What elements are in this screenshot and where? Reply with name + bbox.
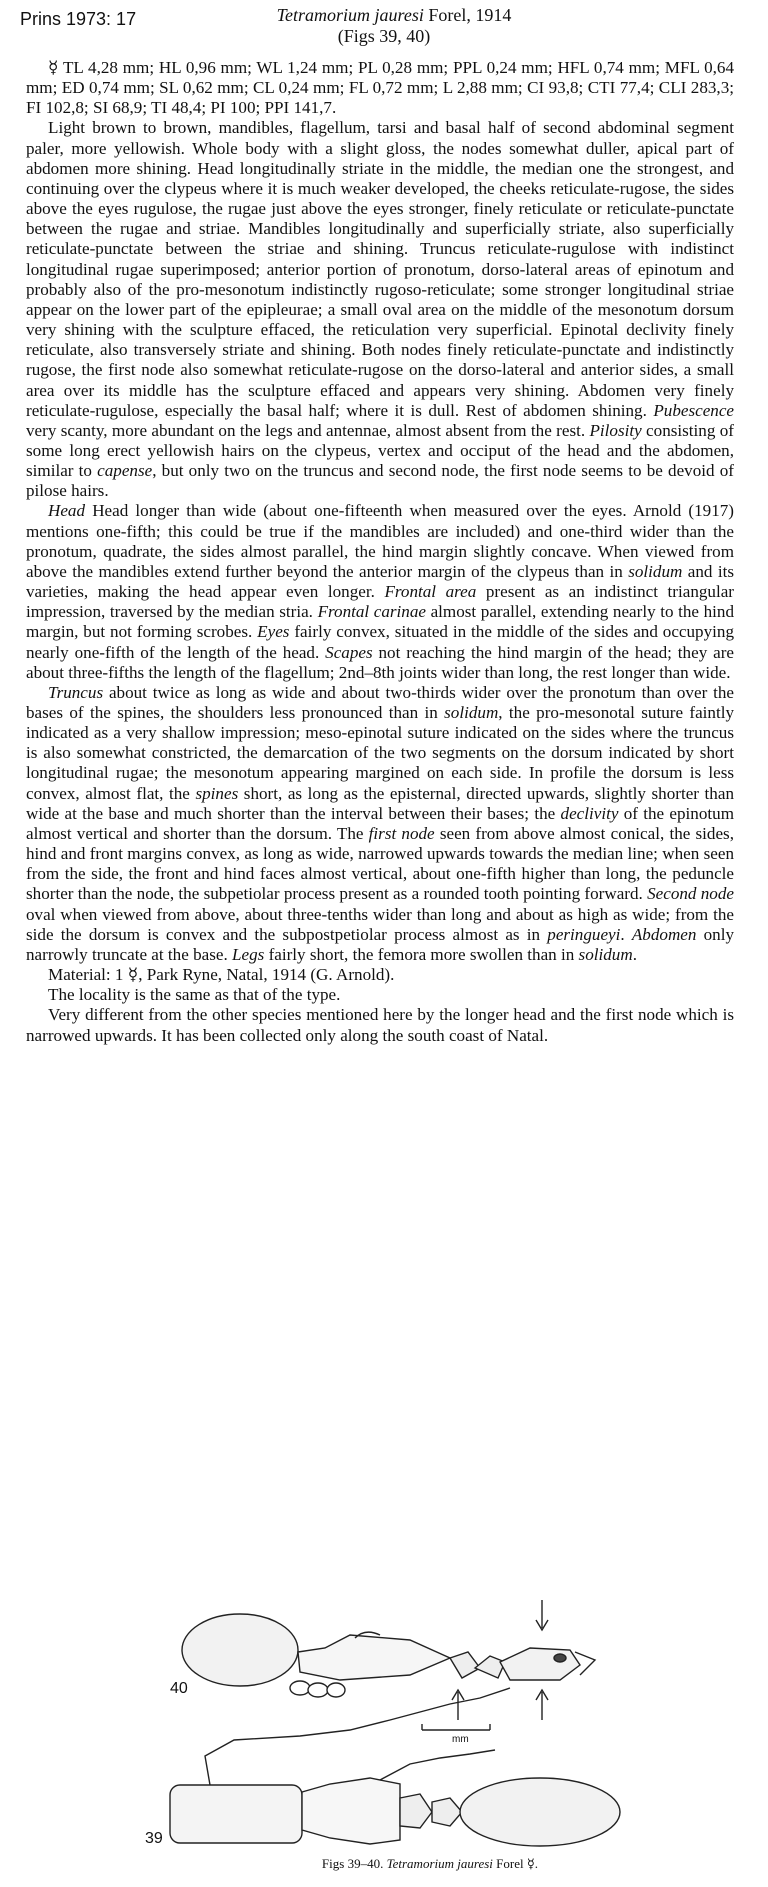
species-title	[0, 5, 768, 47]
head-paragraph	[26, 501, 734, 682]
capense-term: capense	[97, 461, 153, 481]
pubescence-text: very scanty, more abundant on the legs and antennae, almost absent from the rest.	[26, 420, 590, 440]
head-term: Head	[48, 501, 86, 521]
head-text-2: and its varieties, making the head appear even longer.	[26, 561, 734, 602]
caption-species: Tetramorium jauresi	[386, 1856, 493, 1871]
frontal-area-term: Frontal area	[384, 582, 477, 602]
pilosity-end-text: , but only two on the truncus and second node, the first node seems to be devoid of pilose hairs.	[26, 461, 734, 501]
declivity-term: declivity	[560, 803, 619, 823]
measurements-paragraph: ☿ TL 4,28 mm; HL 0,96 mm; WL 1,24 mm; PL 0,28 mm; PPL 0,24 mm; HFL 0,74 mm; MFL 0,64 mm; ED 0,74 mm; SL 0,62 mm; CL 0,24 mm; FL 0,72 mm; L 2,88 mm; CI 93,8; CTI 77,4; CLI 283,3; FI 102,8; SI 68,9; TI 48,4; PI 100; PPI 141,7.	[26, 58, 734, 118]
page-header-label: Prins 1973: 17	[20, 9, 137, 29]
truncus-term: Truncus	[48, 682, 104, 702]
peringueyi-term: peringueyi	[547, 924, 621, 944]
truncus-paragraph	[26, 683, 734, 965]
head-text: Head longer than wide (about one-fifteenth when measured over the eyes. Arnold (1917) mentions one-fifth; this could be true if the mandibles are included) and one-third wider than the pronotum, quadrate, the sides almost parallel, the hind margin slightly concave. When viewed from above the mandibles extend further beyond the anterior margin of the clypeus than in	[26, 501, 734, 581]
ant-drawings	[150, 1580, 710, 1855]
article-body	[26, 58, 734, 1046]
frontal-carinae-text: almost parallel, extending nearly to the hind margin, but not forming scrobes.	[26, 602, 734, 642]
truncus-text-c: short, as long as the episternal, directed upwards, slightly shorter than wide at the base and much shorter than the interval between their bases; the	[26, 783, 734, 823]
caption-suffix: Forel ☿.	[492, 1856, 539, 1871]
truncus-text-a: about twice as long as wide and about two-thirds wider over the pronotum than over the bases of the spines, the shoulders less pronounced than in	[26, 682, 734, 722]
eyes-term: Eyes	[257, 622, 290, 642]
solidum-term: solidum	[578, 944, 633, 964]
truncus-text-b: , the pro-mesonotal suture faintly indicated as a very shallow impression; meso-epinotal suture indicated on the sides where the truncus is also somewhat constricted, the demarcation of the two segments on the dorsum indicated by short longitudinal rugae; the mesonotum appearing margined on each side. In profile the dorsum is less convex, almost flat, the	[26, 703, 734, 803]
pilosity-term: Pilosity	[589, 420, 642, 440]
figure-39-label: 39	[145, 1830, 163, 1847]
abdomen-term: Abdomen	[631, 924, 697, 944]
scale-bar	[422, 1724, 490, 1730]
truncus-text-d: of the epinotum almost vertical and shorter than the dorsum. The	[26, 803, 734, 843]
first-node-term: first node	[368, 823, 435, 843]
dorsal-view-drawing	[170, 1688, 620, 1846]
material-paragraph: Material: 1 ☿, Park Ryne, Natal, 1914 (G. Arnold).	[48, 965, 395, 985]
frontal-carinae-term: Frontal carinae	[317, 602, 426, 622]
eyes-text: fairly convex, situated in the middle of the sides and occupying nearly one-fifth of the length of the head.	[26, 622, 734, 662]
truncus-text-g: .	[620, 924, 632, 944]
scapes-text: not reaching the hind margin of the head; they are about three-fifths the length of the flagellum; 2nd–8th joints wider than long, the rest longer than wide.	[26, 642, 734, 682]
truncus-text-j: .	[632, 944, 637, 964]
truncus-text-h: only narrowly truncate at the base.	[26, 924, 735, 964]
color-sculpture-text: Light brown to brown, mandibles, flagellum, tarsi and basal half of second abdominal segment paler, more yellowish. Whole body with a slight gloss, the nodes somewhat duller, apical part of abdomen more shining. Head longitudinally striate in the middle, the median one the strongest, and continuing over the clypeus where it is much weaker developed, the cheeks reticulate-rugose, the sides above the eyes rugulose, the rugae just above the eyes stronger, finely reticulate or reticulate-punctate between the rugae and striae. Mandibles longitudinally and superficially striate, also superficially reticulate-punctate between the striae and shining. Truncus reticulate-rugulose with indistinct longitudinal rugae superimposed; anterior portion of pronotum, dorso-lateral areas of epinotum and probably also of the pro-mesonotum indistinctly rugoso-reticulate; some stronger longitudinal striae appear on the lower part of the epipleurae; a small oval area on the middle of the mesonotum dorsum very shining with the sculpture effaced, the reticulation very superficial. Epinotal declivity finely reticulate, also transversely striate and shining. Both nodes finely reticulate-punctate and indistinctly rugose, the first node also somewhat reticulate-rugose on the dorso-lateral and anterior sides, a small area over its middle has the sculpture effaced and appears very shining. Abdomen very finely reticulate-rugulose, especially the basal half; where it is dull. Rest of abdomen shining.	[26, 118, 734, 420]
figure-reference: (Figs 39, 40)	[337, 26, 431, 46]
caption-prefix: Figs 39–40.	[321, 1856, 387, 1871]
truncus-text-f: oval when viewed from above, about three-tenths wider than long and about as high as wide; from the side the dorsum is convex and the subpostpetiolar process almost as in	[26, 904, 734, 944]
second-node-term: Second node	[647, 884, 734, 904]
pubescence-term: Pubescence	[653, 400, 734, 420]
frontal-area-text: present as an indistinct triangular impression, traversed by the median stria.	[26, 582, 734, 622]
figure-40-label: 40	[170, 1680, 188, 1697]
species-name: Tetramorium jauresi	[276, 5, 424, 25]
scale-unit-label: mm	[452, 1734, 469, 1745]
solidum-term: solidum	[444, 703, 499, 722]
pilosity-text: consisting of some long erect yellowish hairs on the clypeus, vertex and occiput of the head and the abdomen, similar to	[26, 420, 734, 481]
spines-term: spines	[195, 783, 239, 803]
remarks-paragraph: Very different from the other species mentioned here by the longer head and the first node which is narrowed upwards. It has been collected only along the south coast of Natal.	[26, 1005, 734, 1045]
species-author: Forel, 1914	[423, 5, 512, 25]
legs-term: Legs	[232, 944, 265, 964]
ant-figure	[145, 1580, 710, 1880]
truncus-text-i: fairly short, the femora more swollen than in	[264, 944, 579, 964]
solidum-term: solidum	[628, 561, 683, 581]
scapes-term: Scapes	[325, 642, 373, 662]
figure-caption	[150, 1856, 710, 1872]
description-paragraph	[26, 118, 734, 501]
locality-paragraph: The locality is the same as that of the type.	[48, 985, 341, 1005]
lateral-view-drawing	[182, 1600, 595, 1720]
truncus-text-e: seen from above almost conical, the sides, hind and front margins convex, as long as wide, narrowed upwards towards the median line; when seen from the side, the front and hind faces almost vertical, about one-fifth higher than long, the peduncle shorter than the node, the subpetiolar process present as a rounded tooth pointing forward.	[26, 823, 734, 904]
